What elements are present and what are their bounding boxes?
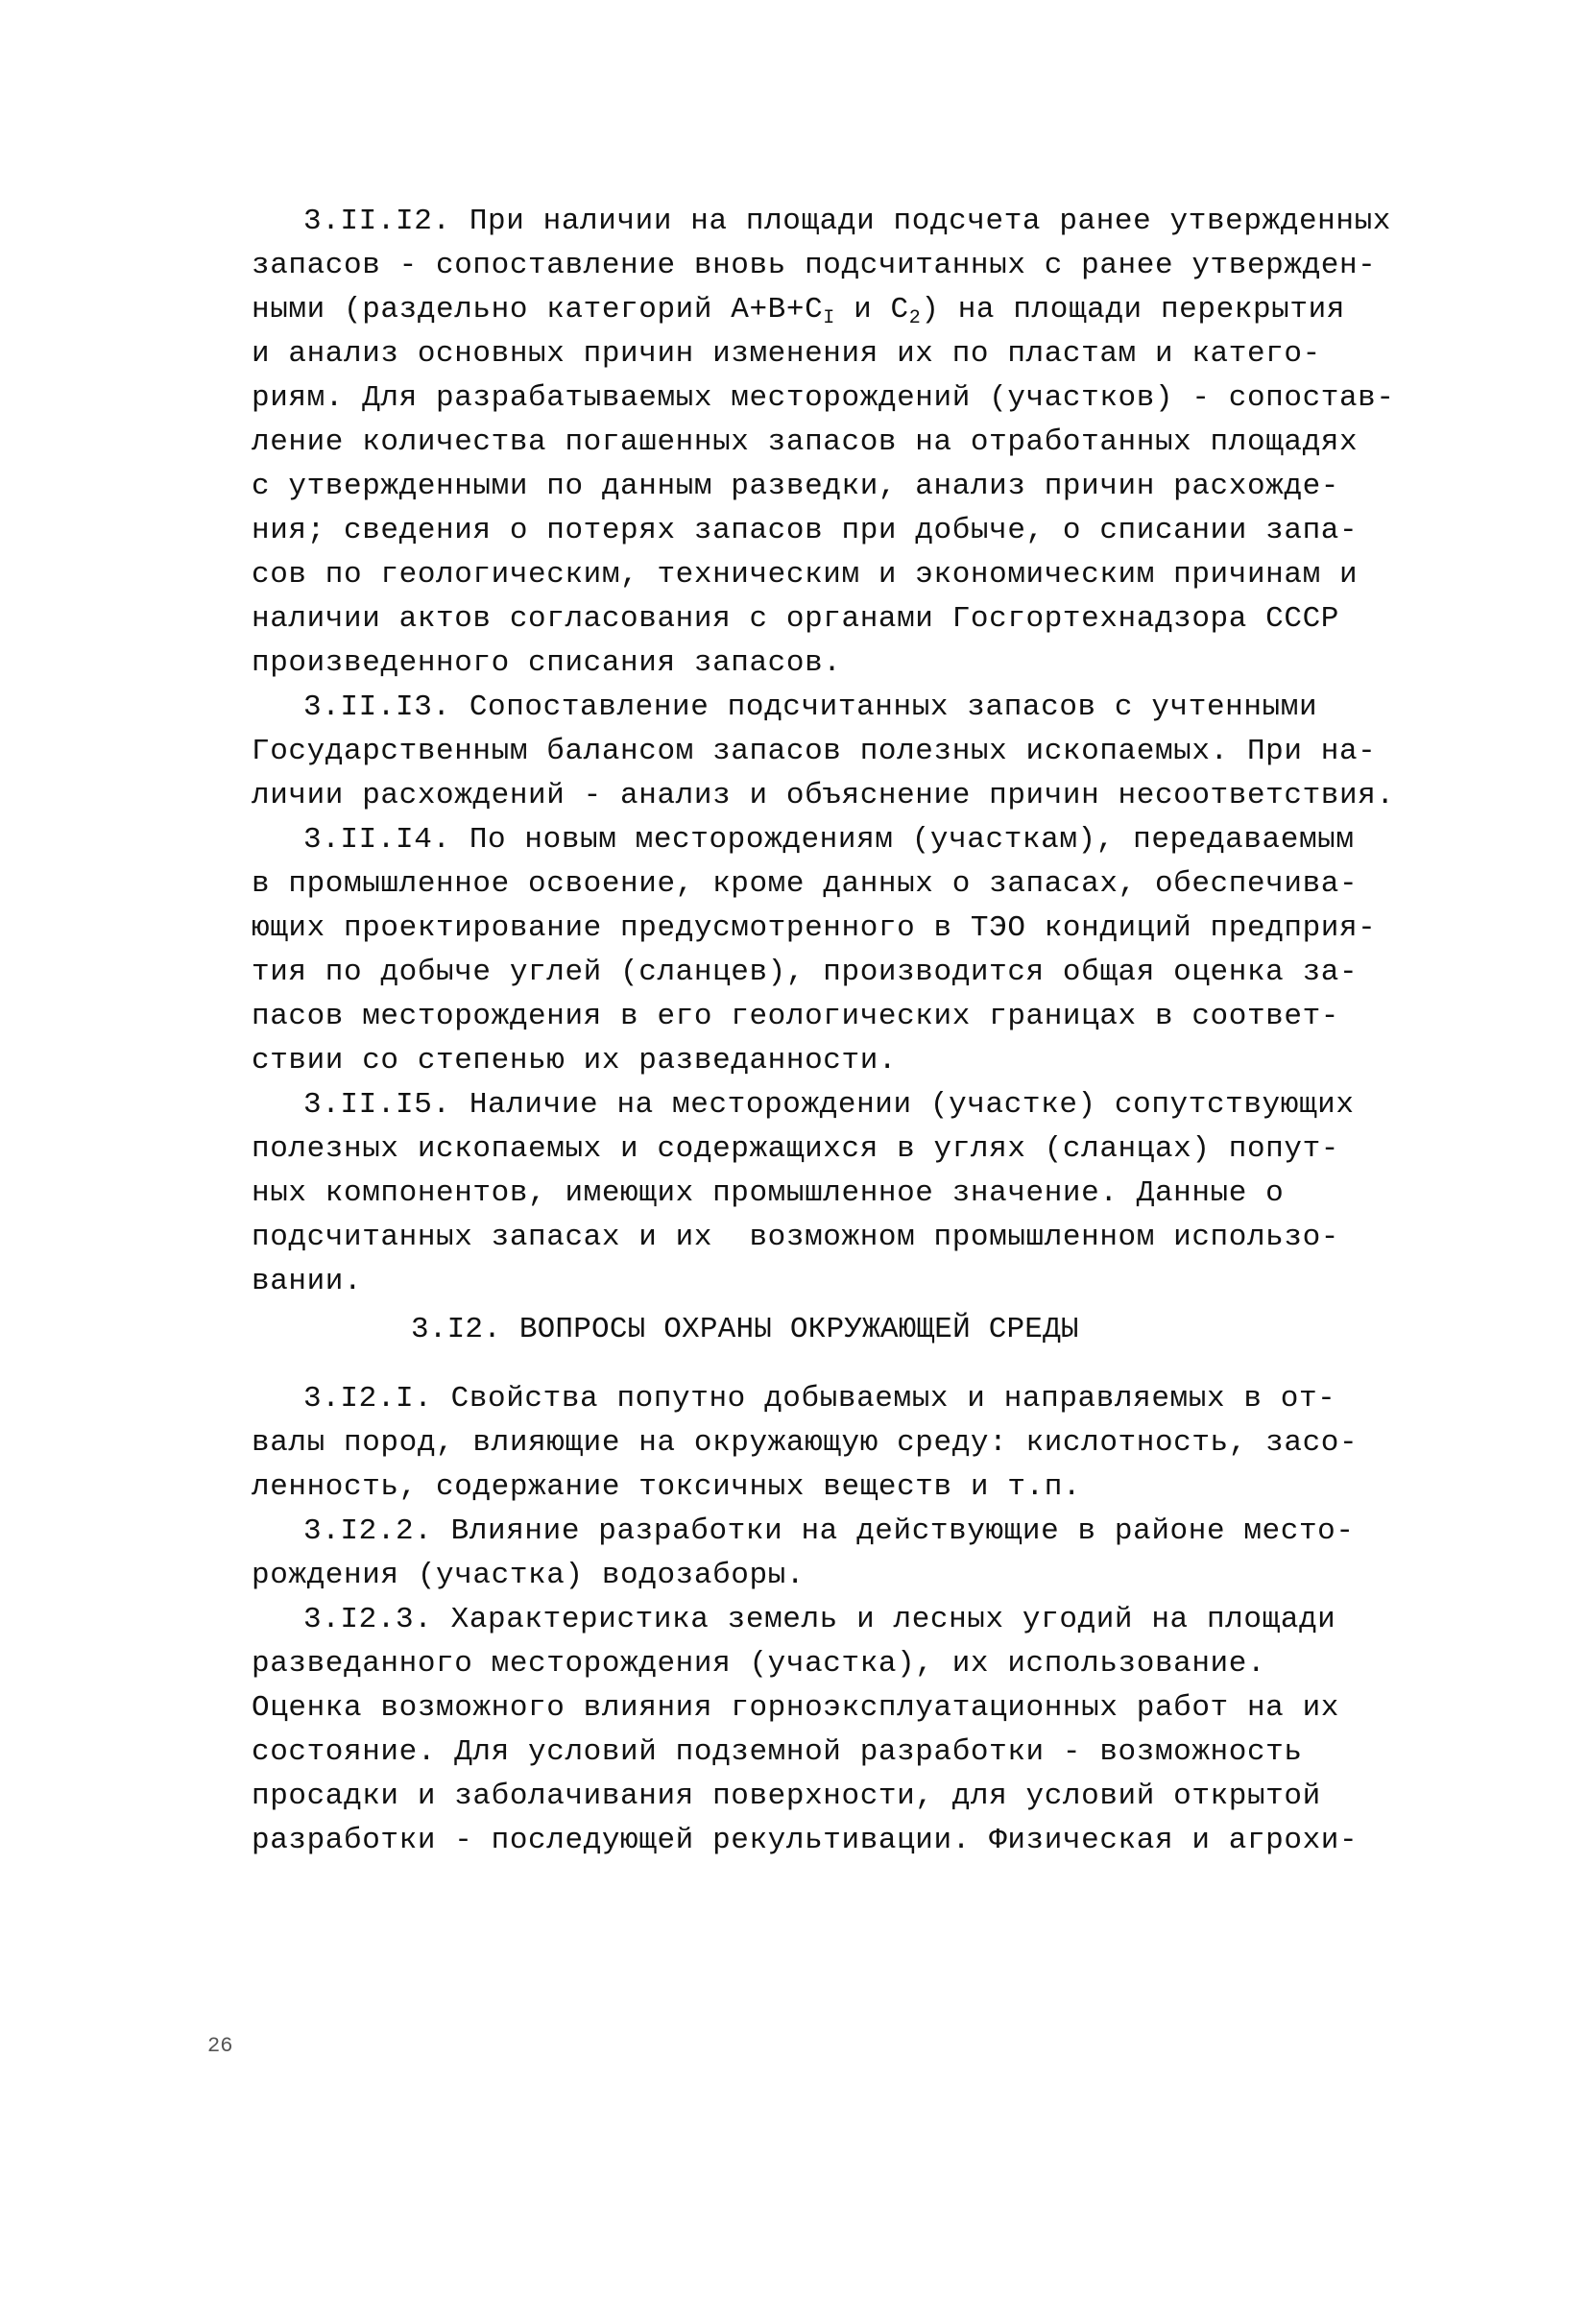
text-line: Государственным балансом запасов полезных ископаемых. При на- bbox=[252, 735, 1377, 768]
text-line-formula bbox=[252, 288, 1345, 332]
text-line: тия по добыче углей (сланцев), производится общая оценка за- bbox=[252, 956, 1359, 989]
text-line: 3.I2.I. Свойства попутно добываемых и направляемых в от- bbox=[303, 1382, 1336, 1416]
text-line: ния; сведения о потерях запасов при добыче, о списании запа- bbox=[252, 514, 1359, 547]
text-line: валы пород, влияющие на окружающую среду: кислотность, засо- bbox=[252, 1426, 1359, 1460]
page-number: 26 bbox=[207, 2034, 233, 2058]
text-line: ных компонентов, имеющих промышленное значение. Данные о bbox=[252, 1176, 1285, 1210]
text-line: пасов месторождения в его геологических границах в соответ- bbox=[252, 1000, 1339, 1033]
text-line: и анализ основных причин изменения их по пластам и катего- bbox=[252, 337, 1321, 371]
text-fragment: ) на площади перекрытия bbox=[921, 293, 1345, 327]
text-line: риям. Для разрабатываемых месторождений (участков) - сопостав- bbox=[252, 381, 1395, 415]
text-line: ление количества погашенных запасов на отработанных площадях bbox=[252, 425, 1359, 459]
text-line: вании. bbox=[252, 1265, 363, 1298]
text-line: 3.I2.2. Влияние разработки на действующие в районе место- bbox=[303, 1514, 1355, 1548]
text-line: Оценка возможного влияния горноэксплуатационных работ на их bbox=[252, 1691, 1339, 1725]
text-line: ленность, содержание токсичных веществ и т.п. bbox=[252, 1470, 1082, 1504]
text-fragment: ными (раздельно категорий A+B+C bbox=[252, 293, 824, 327]
text-line: разработки - последующей рекультивации. Физическая и агрохи- bbox=[252, 1824, 1359, 1857]
text-line: 3.II.I4. По новым месторождениям (участкам), передаваемым bbox=[303, 823, 1355, 857]
text-line: состояние. Для условий подземной разработки - возможность bbox=[252, 1735, 1303, 1769]
text-line: 3.II.I5. Наличие на месторождении (участке) сопутствующих bbox=[303, 1088, 1355, 1122]
text-line: 3.II.I2. При наличии на площади подсчета ранее утвержденных bbox=[303, 205, 1391, 238]
text-line: рождения (участка) водозаборы. bbox=[252, 1559, 806, 1592]
text-line: в промышленное освоение, кроме данных о запасах, обеспечива- bbox=[252, 867, 1359, 901]
text-line: просадки и заболачивания поверхности, для условий открытой bbox=[252, 1779, 1321, 1813]
text-line: личии расхождений - анализ и объяснение причин несоответствия. bbox=[252, 779, 1395, 812]
text-line: разведанного месторождения (участка), их использование. bbox=[252, 1647, 1266, 1681]
text-fragment: и C bbox=[834, 293, 909, 327]
section-heading: 3.I2. ВОПРОСЫ ОХРАНЫ ОКРУЖАЮЩЕЙ СРЕДЫ bbox=[411, 1313, 1079, 1346]
text-line: ющих проектирование предусмотренного в ТЭО кондиций предприя- bbox=[252, 911, 1377, 945]
subscript: 2 bbox=[908, 307, 922, 329]
text-line: 3.II.I3. Сопоставление подсчитанных запасов с учтенными bbox=[303, 690, 1318, 724]
subscript: I bbox=[823, 307, 835, 329]
text-line: сов по геологическим, техническим и экономическим причинам и bbox=[252, 558, 1359, 592]
text-line: полезных ископаемых и содержащихся в углях (сланцах) попут- bbox=[252, 1132, 1339, 1166]
text-line: ствии со степенью их разведанности. bbox=[252, 1044, 898, 1077]
text-line: подсчитанных запасах и их возможном промышленном использо- bbox=[252, 1221, 1339, 1254]
text-line: 3.I2.3. Характеристика земель и лесных угодий на площади bbox=[303, 1603, 1336, 1636]
text-line: наличии актов согласования с органами Госгортехнадзора СССР bbox=[252, 602, 1339, 636]
text-line: запасов - сопоставление вновь подсчитанных с ранее утвержден- bbox=[252, 249, 1377, 282]
text-line: произведенного списания запасов. bbox=[252, 646, 842, 680]
text-line: с утвержденными по данным разведки, анализ причин расхожде- bbox=[252, 470, 1339, 503]
